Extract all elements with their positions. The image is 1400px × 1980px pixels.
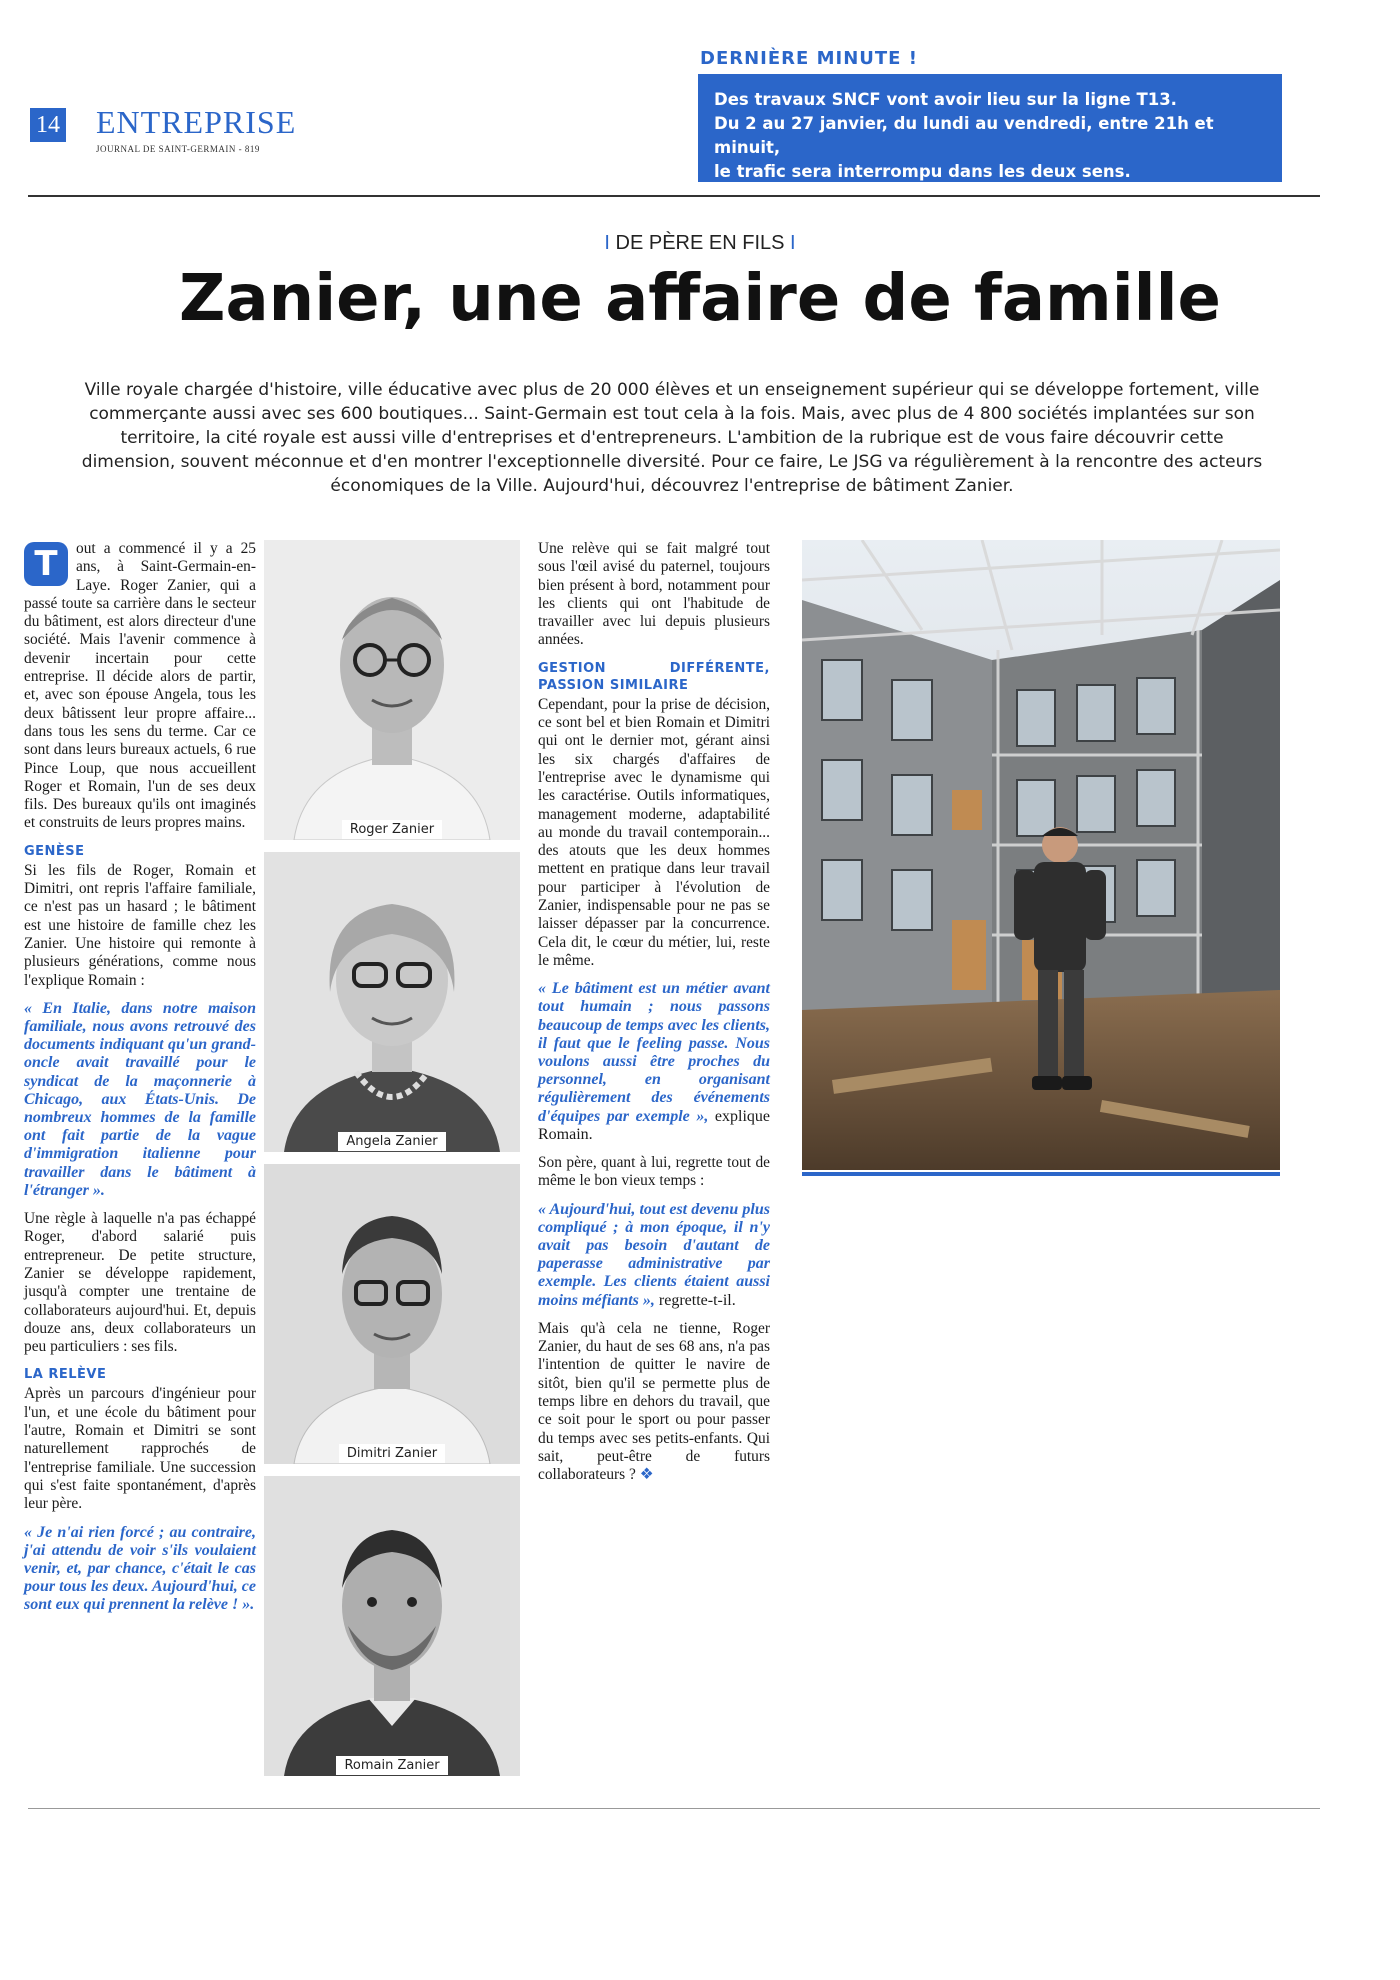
construction-site-photo [802, 540, 1280, 1170]
quote-attribution: regrette-t-il. [654, 1291, 736, 1309]
closing-paragraph [538, 1320, 770, 1485]
article-column-3 [538, 540, 770, 1495]
quote [538, 1201, 770, 1310]
photo-accent-bar [802, 1172, 1280, 1176]
journal-name: JOURNAL DE SAINT-GERMAIN - 819 [96, 144, 260, 154]
portrait-romain [264, 1476, 520, 1776]
subhead-releve: LA RELÈVE [24, 1367, 107, 1383]
portrait-caption [264, 1758, 520, 1773]
page-number: 14 [30, 108, 66, 142]
portrait-roger [264, 540, 520, 840]
article-headline: Zanier, une affaire de famille [179, 262, 1221, 336]
quote [538, 980, 770, 1144]
portrait-angela [264, 852, 520, 1152]
kicker-text: DE PÈRE EN FILS [615, 232, 785, 254]
quote: « En Italie, dans notre maison familiale, nous avons retrouvé des documents indiquant qu'un grand-oncle avait travaillé pour le syndicat de la maçonnerie à Chicago, aux États-Unis. De nombreux hommes de la famille ont fait partie de la vague d'immigration italienne pour travailler dans le bâtiment à l'étranger ». [24, 999, 256, 1199]
quote-attribution: explique Romain. [538, 1107, 771, 1143]
breaking-news-line: Des travaux SNCF vont avoir lieu sur la ligne T13. [714, 90, 1177, 109]
intro-text: out a commencé il y a 25 ans, à Saint-Germain-en-Laye. Roger Zanier, qui a passé toute sa carrière dans le secteur du bâtiment, est alors directeur d'une société. Mais l'avenir commence à devenir incertain pour cette entreprise. Il décide alors de partir, et, avec son épouse Angela, tous les deux bâtissent leur propre affaire... dans tous les sens du terme. Car ce sont dans leurs bureaux actuels, 6 rue Pince Loup, que nous accueillent Roger et Romain, l'un de ses deux fils. Des bureaux qu'ils ont imaginés et construits de leurs propres mains. [24, 540, 256, 832]
breaking-news-title: DERNIÈRE MINUTE ! [700, 48, 918, 69]
paragraph: Cependant, pour la prise de décision, ce sont bel et bien Romain et Dimitri qui ont le dernier mot, gérant ainsi les six chargés d'affaires de l'entreprise avec le dynamisme qui les caractérise. Outils informatiques, management moderne, adaptabilité au monde du travail contemporain... des atouts que les deux hommes mettent en pratique dans leur travail pour participer à l'évolution de Zanier, indispensable pour ne pas se laisser dépasser par la concurrence. Cela dit, le cœur du métier, lui, reste le même. [538, 695, 770, 969]
breaking-news-line: Du 2 au 27 janvier, du lundi au vendredi, entre 21h et minuit, [714, 114, 1214, 157]
quote: « Je n'ai rien forcé ; au contraire, j'ai attendu de voir s'ils voulaient venir, et, par chance, c'était le cas pour tous les deux. Aujourd'hui, ce sont eux qui prennent la relève ! ». [24, 1523, 256, 1614]
paragraph: Après un parcours d'ingénieur pour l'un, et une école du bâtiment pour l'autre, Romain et Dimitri se sont naturellement rapprochés de l'entreprise familiale. Une succession qui s'est faite spontanément, d'après leur père. [24, 1385, 256, 1513]
paragraph: Une règle à laquelle n'a pas échappé Roger, d'abord salarié puis entrepreneur. De petite structure, Zanier se développe rapidement, jusqu'à compter une trentaine de collaborateurs aujourd'hui. Et, depuis douze ans, deux collaborateurs un peu particuliers : ses fils. [24, 1210, 256, 1356]
section-title: ENTREPRISE [96, 104, 297, 140]
article-column-1 [24, 540, 256, 1625]
subhead-genese: GENÈSE [24, 843, 85, 859]
portrait-caption [264, 822, 520, 837]
article-chapeau: Ville royale chargée d'histoire, ville éducative avec plus de 20 000 élèves et un enseignement supérieur qui se développe fortement, ville commerçante aussi avec ses 600 boutiques... Saint-Germain est tout cela à la fois. Mais, avec plus de 4 800 sociétés implantées sur son territoire, la cité royale est aussi ville d'entreprises et d'entrepreneurs. L'ambition de la rubrique est de vous faire découvrir cette dimension, souvent méconnue et d'en montrer l'exceptionnelle diversité. Pour ce faire, Le JSG va régulièrement à la rencontre des acteurs économiques de la Ville. Aujourd'hui, découvrez l'entreprise de bâtiment Zanier. [81, 380, 1263, 496]
footer-divider [28, 1808, 1320, 1809]
subhead-gestion: GESTION DIFFÉRENTE, PASSION SIMILAIRE [538, 660, 770, 693]
caption-text: Angela Zanier [338, 1132, 445, 1151]
end-mark-icon: ❖ [639, 1466, 654, 1484]
article-kicker [0, 232, 1400, 255]
quote-text: « Le bâtiment est un métier avant tout humain ; nous passons beaucoup de temps avec les clients, il faut que le feeling passe. Nous voulons aussi être proches du personnel, en organisant régulièrement des événements d'équipes par exemple », [538, 980, 770, 1125]
quote-text: « Aujourd'hui, tout est devenu plus compliqué ; à mon époque, il n'y avait pas besoin d'autant de paperasse administrative par exemple. Les clients étaient aussi moins méfiants », [538, 1200, 770, 1309]
breaking-news-box [698, 74, 1282, 182]
paragraph: Son père, quant à lui, regrette tout de même le bon vieux temps : [538, 1154, 770, 1190]
breaking-news-line: le trafic sera interrompu dans les deux sens. [714, 162, 1131, 181]
closing-text: Mais qu'à cela ne tienne, Roger Zanier, du haut de ses 68 ans, n'a pas l'intention de quitter le navire de sitôt, bien qu'il se permette plus de temps libre en dehors du travail, que ce soit pour le sport ou pour passer du temps avec ses petits-enfants. Qui sait, peut-être de futurs collaborateurs ? [538, 1319, 770, 1484]
portrait-caption [264, 1446, 520, 1461]
caption-text: Romain Zanier [336, 1756, 447, 1775]
portrait-dimitri [264, 1164, 520, 1464]
caption-text: Roger Zanier [342, 820, 442, 839]
paragraph: Si les fils de Roger, Romain et Dimitri, ont repris l'affaire familiale, ce n'est pas un hasard ; le bâtiment est une histoire de famille chez les Zanier. Une histoire qui remonte à plusieurs générations, comme nous l'explique Romain : [24, 861, 256, 989]
header-divider [28, 195, 1320, 197]
paragraph: Une relève qui se fait malgré tout sous l'œil avisé du paternel, toujours bien présent à bord, notamment pour les clients qui ont l'habitude de travailler avec lui depuis plusieurs années. [538, 540, 770, 649]
kicker-bar: I [784, 232, 796, 254]
caption-text: Dimitri Zanier [339, 1444, 445, 1463]
drop-cap: T [24, 542, 68, 586]
intro-paragraph [24, 540, 256, 833]
kicker-bar: I [604, 232, 616, 254]
portrait-caption [264, 1134, 520, 1149]
